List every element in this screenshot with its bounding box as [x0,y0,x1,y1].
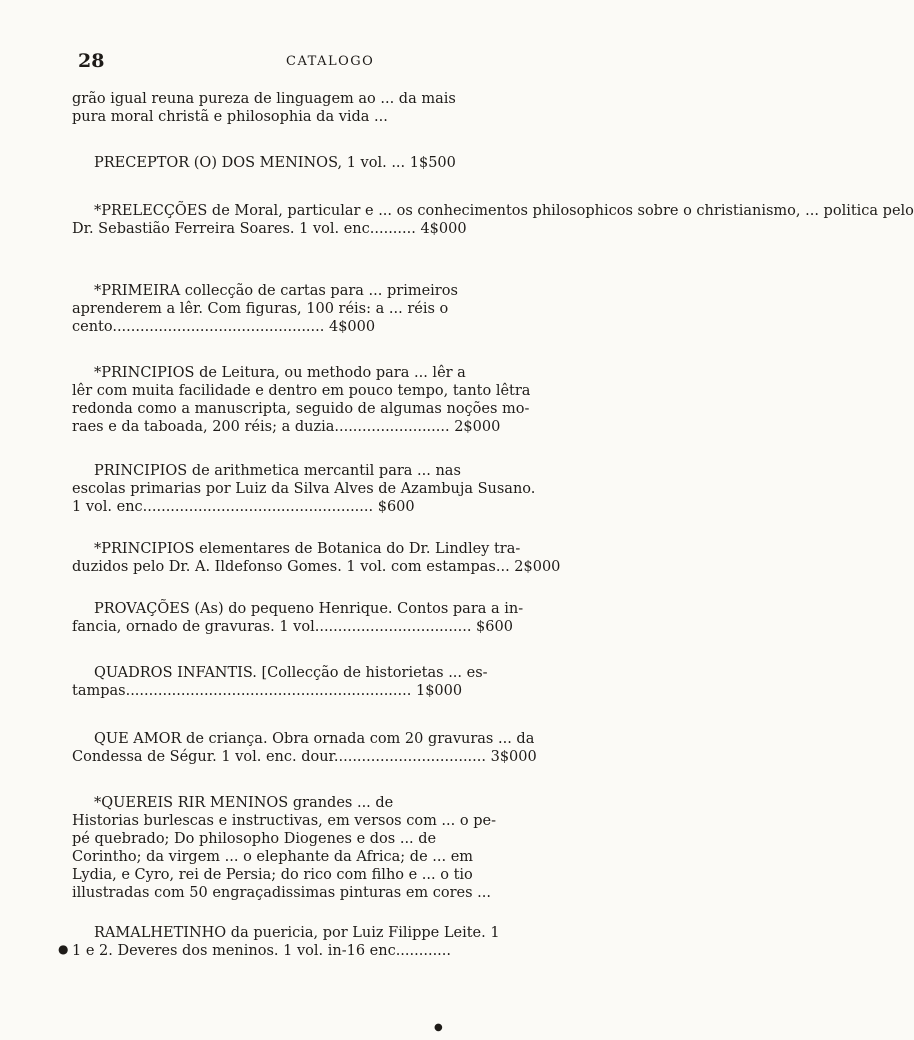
entry-line: grão igual reuna pureza de linguagem ao ... da mais [72,91,456,107]
entry-line: *PRINCIPIOS de Leitura, ou methodo para ... lêr a [94,365,466,381]
entry-line: pé quebrado; Do philosopho Diogenes e dos ... de [72,831,437,847]
running-title: CATALOGO [286,54,375,69]
entry-line: Dr. Sebastião Ferreira Soares. 1 vol. enc.......... 4$000 [72,221,467,237]
catalog-entry-intro [72,90,594,126]
entry-line: Lydia, e Cyro, rei de Persia; do rico com filho e ... o tio [72,867,473,883]
entry-line: QUADROS INFANTIS. [Collecção de historietas ... es- [94,665,488,681]
entry-line: 1 e 2. Deveres dos meninos. 1 vol. in-16 enc............ [72,943,452,959]
entry-line: illustradas com 50 engraçadissimas pinturas em cores ... [72,885,491,901]
entry-line: *PRIMEIRA collecção de cartas para ... primeiros [94,283,458,299]
entry-line: pura moral christã e philosophia da vida ... [72,109,388,125]
entry-line: RAMALHETINHO da puericia, por Luiz Filippe Leite. 1 [94,925,500,941]
entry-line: PRINCIPIOS de arithmetica mercantil para ... nas [94,463,461,479]
catalog-entry-quereis-rir [72,794,594,902]
entry-line: *PRELECÇÕES de Moral, particular e ... os conhecimentos philosophicos sobre o christianismo, ... politica pelo [94,203,914,219]
entry-line: QUE AMOR de criança. Obra ornada com 20 gravuras ... da [94,731,535,747]
entry-line: redonda como a manuscripta, seguido de algumas noções mo- [72,401,530,417]
catalog-entry-principios-botanica [72,540,594,576]
catalog-entry-principios-arithmetica [72,462,594,516]
entry-line: PROVAÇÕES (As) do pequeno Henrique. Contos para a in- [94,601,524,617]
entry-line: *PRINCIPIOS elementares de Botanica do Dr. Lindley tra- [94,541,521,557]
page-header [0,50,629,74]
entry-line: escolas primarias por Luiz da Silva Alves de Azambuja Susano. [72,481,536,497]
entry-line: raes e da taboada, 200 réis; a duzia......................... 2$000 [72,419,501,435]
page-number: 28 [78,50,105,72]
entry-line: lêr com muita facilidade e dentro em pouco tempo, tanto lêtra [72,383,531,399]
catalog-entry-primeira [72,282,594,336]
catalog-entry-principios-leitura [72,364,594,436]
entry-line: tampas.............................................................. 1$000 [72,683,463,699]
entry-line: *QUEREIS RIR MENINOS grandes ... de [94,795,394,811]
entry-line: Corintho; da virgem ... o elephante da Africa; de ... em [72,849,474,865]
entry-line: Historias burlescas e instructivas, em versos com ... o pe- [72,813,496,829]
entry-line: Condessa de Ségur. 1 vol. enc. dour................................. 3$000 [72,749,537,765]
entry-line: PRECEPTOR (O) DOS MENINOS, 1 vol. ... 1$500 [94,155,456,171]
catalog-entry-quadros-infantis [72,664,594,700]
catalog-entry-provacoes [72,600,594,636]
catalog-entry-preceptor [72,154,594,172]
ink-dot-mark: ● [434,1022,443,1033]
entry-line: cento.............................................. 4$000 [72,319,376,335]
entry-line: fancia, ornado de gravuras. 1 vol.................................. $600 [72,619,513,635]
entry-line: 1 vol. enc.................................................. $600 [72,499,415,515]
entry-line: aprenderem a lêr. Com figuras, 100 réis: a ... réis o [72,301,449,317]
catalog-entry-que-amor [72,730,594,766]
catalog-entry-prelecoes [72,202,914,238]
catalog-entry-ramalhetinho [72,924,594,960]
ink-dot-mark: ● [58,942,69,956]
entry-line: duzidos pelo Dr. A. Ildefonso Gomes. 1 vol. com estampas... 2$000 [72,559,561,575]
